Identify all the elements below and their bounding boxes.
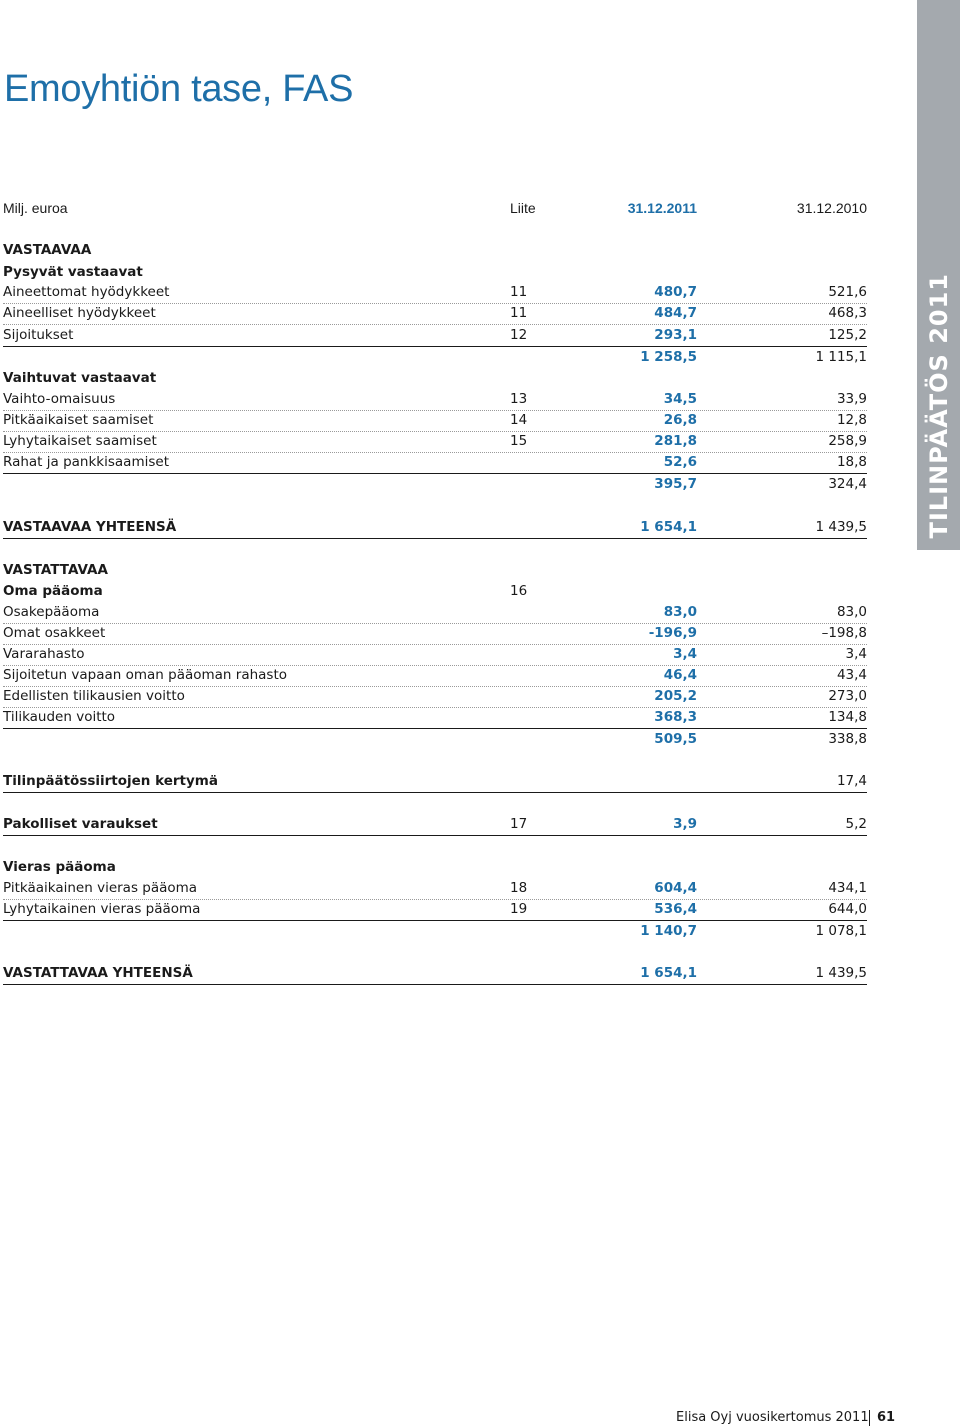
footer-divider [869,1410,870,1426]
row-value-2011: 34,5 [663,391,697,407]
table-row [3,431,867,453]
table-row [3,560,867,581]
row-note: 14 [510,412,528,428]
row-label: Lyhytaikainen vieras pääoma [3,901,201,917]
table-row [3,963,867,985]
table-row [3,623,867,645]
table-row [3,729,867,750]
row-note: 17 [510,816,528,832]
row-label: Edellisten tilikausien voitto [3,688,185,704]
row-value-2011: 536,4 [654,901,697,917]
row-label: VASTAAVAA YHTEENSÄ [3,519,177,535]
table-row [3,899,867,921]
header-previous-year: 31.12.2010 [796,200,867,216]
row-value-2010: 33,9 [836,391,867,407]
header-unit: Milj. euroa [3,200,68,216]
row-value-2010: 125,2 [828,327,867,343]
row-label: Oma pääoma [3,583,103,599]
row-value-2011: 1 654,1 [640,965,697,981]
row-label: Tilinpäätössiirtojen kertymä [3,773,218,789]
row-value-2011: 484,7 [654,305,697,321]
row-value-2010: 43,4 [836,667,867,683]
row-value-2010: 83,0 [836,604,867,620]
table-row [3,452,867,474]
table-row [3,474,867,495]
footer-brand: Elisa Oyj vuosikertomus 2011 [676,1410,869,1425]
header-note: Liite [510,200,536,216]
row-label: Vaihtuvat vastaavat [3,370,157,386]
table-row [3,665,867,687]
row-value-2010: 1 439,5 [815,965,867,981]
row-note: 13 [510,391,528,407]
table-row [3,410,867,432]
row-label: Aineettomat hyödykkeet [3,284,170,300]
row-value-2010: 644,0 [828,901,867,917]
row-value-2010: –198,8 [821,625,867,641]
row-value-2010: 324,4 [828,476,867,492]
row-note: 11 [510,284,528,300]
row-label: Sijoitukset [3,327,74,343]
header-current-year: 31.12.2011 [627,200,697,216]
row-label: Tilikauden voitto [3,709,116,725]
row-value-2010: 5,2 [845,816,867,832]
table-row [3,707,867,729]
row-value-2011: -196,9 [648,625,697,641]
row-label: VASTATTAVAA [3,562,108,578]
table-row [3,581,867,602]
row-label: VASTAAVAA [3,242,92,258]
table-row [3,240,867,261]
row-label: Pitkäaikainen vieras pääoma [3,880,198,896]
row-value-2010: 434,1 [828,880,867,896]
row-value-2010: 258,9 [828,433,867,449]
table-row [3,602,867,624]
row-value-2011: 3,4 [673,646,697,662]
table-row [3,644,867,666]
row-label: Pakolliset varaukset [3,816,158,832]
table-row [3,303,867,325]
row-label: Osakepääoma [3,604,100,620]
row-value-2010: 273,0 [828,688,867,704]
table-row [3,686,867,708]
row-value-2011: 1 654,1 [640,519,697,535]
row-label: Pitkäaikaiset saamiset [3,412,154,428]
row-note: 19 [510,901,528,917]
row-value-2010: 134,8 [828,709,867,725]
row-label: Rahat ja pankkisaamiset [3,454,169,470]
table-row [3,878,867,900]
table-row [3,282,867,304]
table-row [3,921,867,942]
side-tab [917,0,960,550]
row-value-2011: 395,7 [654,476,697,492]
footer-page-number: 61 [877,1410,896,1425]
row-value-2011: 83,0 [663,604,697,620]
table-row [3,347,867,368]
table-row [3,814,867,836]
side-tab-label: TILINPÄÄTÖS 2011 [924,272,953,538]
table-row [3,389,867,411]
row-value-2011: 52,6 [663,454,697,470]
row-value-2010: 1 439,5 [815,519,867,535]
row-label: VASTATTAVAA YHTEENSÄ [3,965,193,981]
row-value-2011: 3,9 [673,816,697,832]
row-label: Vararahasto [3,646,85,662]
row-label: Sijoitetun vapaan oman pääoman rahasto [3,667,288,683]
table-row [3,262,867,283]
table-row [3,325,867,347]
row-value-2011: 205,2 [654,688,697,704]
row-note: 11 [510,305,528,321]
table-row [3,517,867,539]
row-note: 12 [510,327,528,343]
table-header [3,198,867,219]
row-value-2010: 18,8 [836,454,867,470]
table-row [3,368,867,389]
row-value-2011: 293,1 [654,327,697,343]
row-value-2011: 509,5 [654,731,697,747]
row-value-2011: 604,4 [654,880,697,896]
row-label: Vaihto-omaisuus [3,391,116,407]
row-value-2010: 1 115,1 [815,349,867,365]
row-label: Omat osakkeet [3,625,106,641]
row-value-2011: 1 258,5 [640,349,697,365]
page-title: Emoyhtiön tase, FAS [4,68,354,110]
row-value-2011: 281,8 [654,433,697,449]
row-value-2011: 480,7 [654,284,697,300]
row-value-2010: 468,3 [828,305,867,321]
row-note: 16 [510,583,528,599]
row-label: Vieras pääoma [3,859,116,875]
row-value-2010: 17,4 [836,773,867,789]
row-value-2011: 368,3 [654,709,697,725]
row-value-2010: 1 078,1 [815,923,867,939]
row-label: Lyhytaikaiset saamiset [3,433,157,449]
row-note: 15 [510,433,528,449]
row-label: Pysyvät vastaavat [3,264,143,280]
table-row [3,771,867,793]
row-value-2010: 3,4 [845,646,867,662]
row-note: 18 [510,880,528,896]
row-value-2011: 1 140,7 [640,923,697,939]
row-label: Aineelliset hyödykkeet [3,305,156,321]
row-value-2010: 338,8 [828,731,867,747]
row-value-2010: 521,6 [828,284,867,300]
row-value-2011: 26,8 [663,412,697,428]
row-value-2010: 12,8 [836,412,867,428]
row-value-2011: 46,4 [663,667,697,683]
table-row [3,857,867,878]
